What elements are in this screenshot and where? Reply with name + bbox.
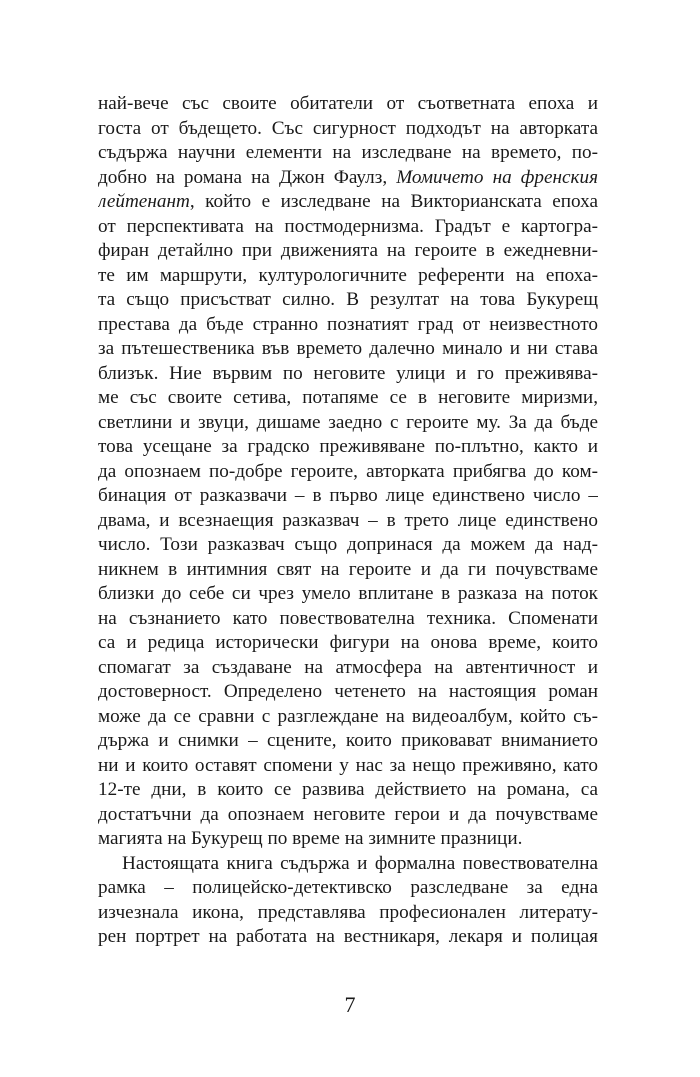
text-line: близък. Ние вървим по неговите улици и го преживява- [98, 362, 598, 384]
text-line: фиран детайлно при движенията на героите в ежедневни- [98, 240, 598, 261]
text-line: ме със своите сетива, потапяме се в неговите миризми, [98, 387, 598, 408]
text-line: близки до себе си чрез умело вплитане в разказа на поток [98, 583, 598, 604]
text-line: та също присъстват силно. В резултат на това Букурещ [98, 289, 598, 310]
text-line: светлини и звуци, дишаме заедно с героите му. За да бъде [98, 411, 598, 433]
text-line: спомагат за създаване на атмосфера на автентичност и [98, 656, 598, 678]
text-segment: , който е изследване на Викторианската епоха [189, 191, 598, 212]
body-text [98, 92, 598, 950]
text-line: достатъчни да опознаем неговите герои и да почувстваме [98, 803, 598, 825]
text-line: това усещане за градско преживяване по-плътно, както и [98, 436, 598, 457]
book-title-italic: Момичето на френския [396, 166, 598, 188]
text-line: изчезнала икона, представлява професионален литерату- [98, 901, 598, 923]
text-line: на съзнанието като повествователна техника. Споменати [98, 607, 598, 629]
text-line: двама, и всезнаещия разказвач – в трето лице единствено [98, 509, 598, 531]
text-line: са и редица исторически фигури на онова време, които [98, 632, 598, 653]
text-line: от перспективата на постмодернизма. Градът е картогра- [98, 215, 598, 237]
text-line [98, 166, 598, 191]
text-line: за пътешественика във времето далечно минало и ни става [98, 338, 598, 359]
text-line: 12-те дни, в които се развива действието на романа, са [98, 779, 598, 800]
text-line: може да се сравни с разглеждане на видеоалбум, който съ- [98, 705, 598, 727]
text-line: съдържа научни елементи на изследване на времето, по- [98, 142, 598, 163]
text-line: рен портрет на работата на вестникаря, лекаря и полицая [98, 926, 598, 947]
text-line: бинация от разказвачи – в първо лице единствено число – [98, 485, 598, 506]
book-title-italic: лейтенант [98, 191, 190, 212]
page-number: 7 [344, 992, 356, 1017]
text-line [98, 190, 598, 215]
paragraph-start-line: Настоящата книга съдържа и формална повествователна [122, 852, 598, 874]
text-line: те им маршрути, културологичните референти на епоха- [98, 264, 598, 286]
text-line: държа и снимки – сцените, които приковават вниманието [98, 730, 598, 751]
text-line: ни и които оставят спомени у нас за нещо преживяно, като [98, 754, 598, 776]
paragraph-end-line: магията на Букурещ по време на зимните празници. [98, 828, 523, 849]
text-line: най-вече със своите обитатели от съответната епоха и [98, 93, 598, 114]
text-segment: добно на романа на Джон Фаулз, [98, 166, 388, 188]
text-line: да опознаем по-добре героите, авторката прибягва до ком- [98, 460, 598, 482]
text-line: никнем в интимния свят на героите и да ги почувстваме [98, 558, 598, 580]
text-line: рамка – полицейско-детективско разследване за една [98, 877, 598, 898]
text-line: госта от бъдещето. Със сигурност подходът на авторката [98, 117, 598, 139]
text-line: престава да бъде странно познатият град от неизвестното [98, 313, 598, 335]
text-line: достоверност. Определено четенето на настоящия роман [98, 681, 598, 702]
text-line: число. Този разказвач също допринася да можем да над- [98, 534, 598, 555]
